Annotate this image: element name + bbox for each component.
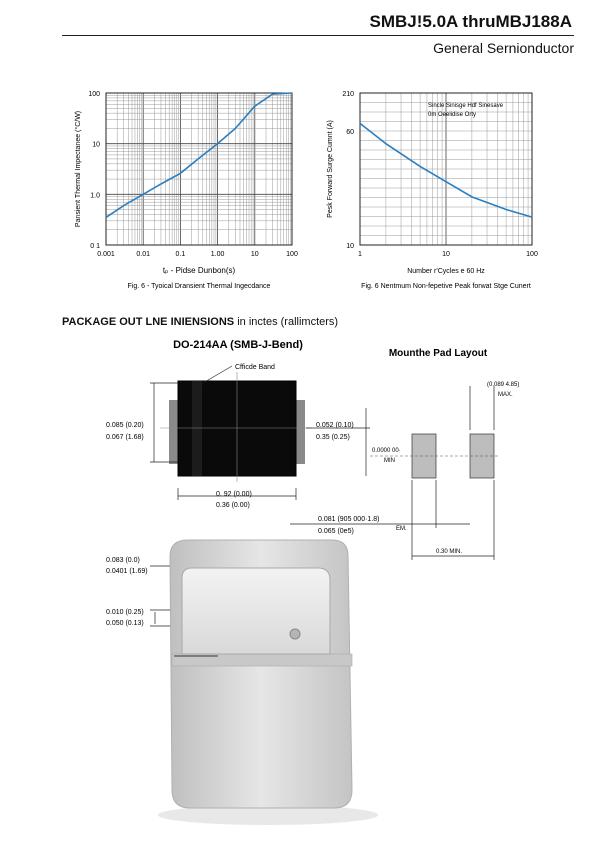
chart1-x-tick-label: 100 xyxy=(286,251,298,258)
pad-dim-top-2: MAX. xyxy=(498,392,513,398)
side-dim-1: 0.083 (0.0) xyxy=(106,557,140,564)
chart2-x-axis-label: Number r'Cycles e 60 Hz xyxy=(407,268,485,275)
chart1-y-tick-label: 0 1 xyxy=(90,243,100,250)
chart1-y-tick-label: 10 xyxy=(92,141,100,149)
chart1-x-axis-label: tₚ - Pidse Dunbon(s) xyxy=(162,266,236,275)
chart1-y-tick-label: 1.0 xyxy=(90,192,100,200)
pad-dim-gap-3: EM. xyxy=(396,526,407,532)
chart1-x-tick-label: 0.01 xyxy=(136,251,151,258)
chart1-x-tick-label: 0.1 xyxy=(175,251,186,258)
chart2-y-tick-label: 210 xyxy=(342,91,354,98)
dim-right-2: 0.35 (0.25) xyxy=(316,434,350,441)
chart1-x-tick-label: 10 xyxy=(250,251,259,258)
case-title: DO-214AA (SMB-J-Bend) xyxy=(173,339,303,351)
chart1-y-tick-label: 100 xyxy=(88,91,100,98)
package-3d-illustration xyxy=(158,540,378,825)
chart2-y-tick-label: 60 xyxy=(346,129,354,136)
pad-dim-mid-2: MIN xyxy=(384,458,395,464)
chart2-annotation-line-2: 0m Oeelidise Orty xyxy=(428,112,477,118)
dim-left-2: 0.067 (1.68) xyxy=(106,434,144,441)
dim-right-1: 0.052 (0.10) xyxy=(316,422,354,429)
chart1-caption: Fig. 6 - Tyoical Dransient Thermal Ingecdance xyxy=(127,283,271,290)
package-heading-bold: PACKAGE OUT LNE INIENSIONS xyxy=(62,316,235,328)
dim-bottom-1: 0. 92 (0.00) xyxy=(216,491,252,498)
pad-dim-gap-2: 0.065 (0e5) xyxy=(318,528,354,535)
chart2-caption: Fig. 6 Nentmum Non-fepetive Peak forwat Stge Cunert xyxy=(361,283,531,290)
package-top-view xyxy=(160,366,312,482)
chart2-y-axis-label: Pesk Forward Surge Cumnt (A) xyxy=(327,120,334,218)
chart2-x-tick-label: 100 xyxy=(526,251,538,258)
pad-dim-gap-1: 0.081 (905 000·1.8) xyxy=(318,516,380,523)
pad-dim-top-1: (0.089 4.85) xyxy=(487,382,520,388)
chart2-y-tick-label: 10 xyxy=(346,243,354,250)
chart1-x-tick-label: 0.001 xyxy=(97,251,115,258)
chart2-x-tick-label: 1 xyxy=(358,251,362,258)
chart2-annotation-line-1: Sincle Sinisge Hdf Sinesave xyxy=(428,103,504,109)
chart1-y-axis-label: Pansient Thermal Impectanee (°C/W) xyxy=(75,110,82,228)
pad-layout-title: Mounthe Pad Layout xyxy=(388,348,488,359)
chart1-x-tick-label: 1.00 xyxy=(210,251,225,258)
dim-left-1: 0.085 (0.20) xyxy=(106,422,144,429)
side-dim-3: 0.010 (0.25) xyxy=(106,609,144,616)
pad-dim-total: 0.30 MIN. xyxy=(436,549,463,555)
document-title: SMBJ!5.0A thruMBJ188A xyxy=(369,12,572,31)
pad-dim-mid-1: 0.0000 00· xyxy=(372,448,401,454)
side-dim-2: 0.0401 (1.69) xyxy=(106,568,148,575)
dim-bottom-2: 0.36 (0.00) xyxy=(216,502,250,509)
document-subtitle: General Sernionductor xyxy=(433,40,574,56)
side-dim-4: 0.050 (0.13) xyxy=(106,620,144,627)
package-heading-units: in inctes (rallimcters) xyxy=(237,316,339,328)
cathode-band-label: Cfficde Band xyxy=(235,364,275,371)
chart2-x-tick-label: 10 xyxy=(442,251,450,258)
